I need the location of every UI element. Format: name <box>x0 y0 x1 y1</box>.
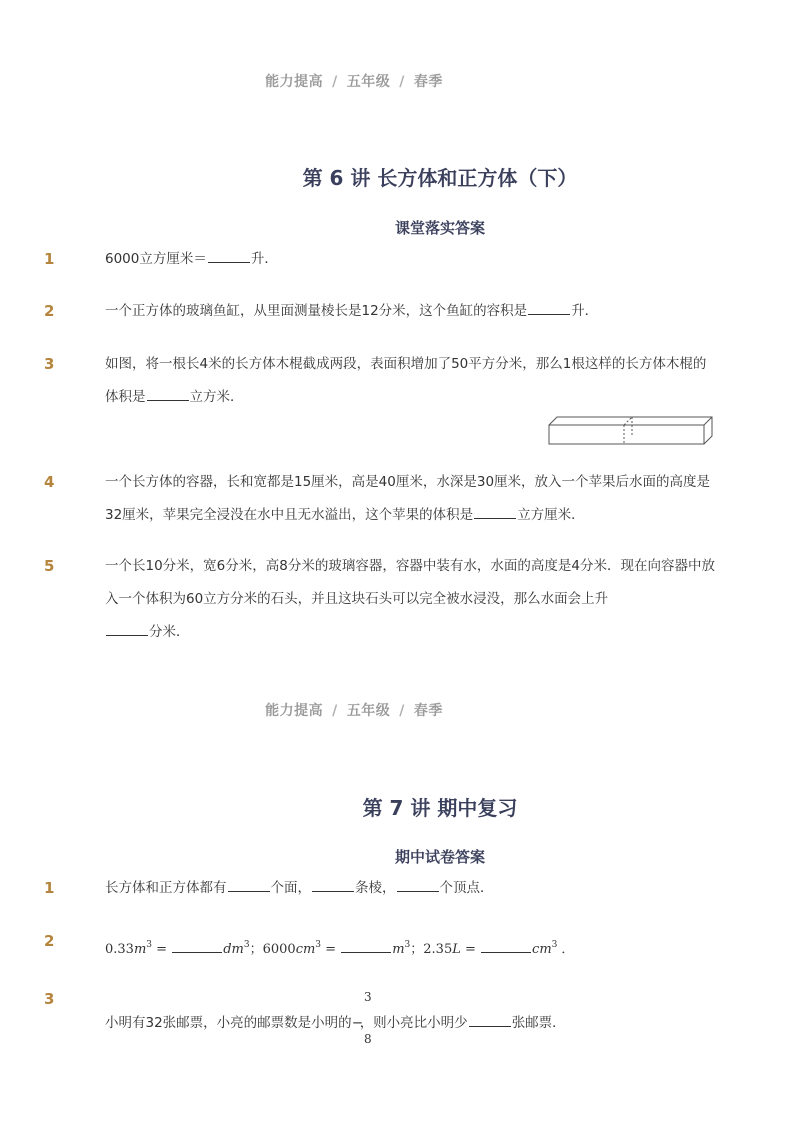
section-title: 课堂落实答案 <box>394 219 485 237</box>
math-value: 6000 <box>262 942 296 957</box>
breadcrumb-grade: 五年级 <box>346 703 391 719</box>
math-exponent: 3 <box>146 940 153 950</box>
math-equals: = <box>460 942 481 957</box>
unit-conversion-expression <box>105 938 574 957</box>
question-part: 个顶点． <box>439 880 494 896</box>
breadcrumb-separator: / <box>399 703 405 719</box>
question-part: 个面， <box>270 880 311 896</box>
answer-blank <box>228 877 270 892</box>
question-prefix: 小明有32张邮票，小亮的邮票数是小明的 <box>105 1015 352 1031</box>
question-number: 3 <box>44 990 55 1008</box>
question-prefix: 一个长10分米，宽6分米，高8分米的玻璃容器，容器中装有水，水面的高度是4分米．现在向容器中放入一个体积为60立方分米的石头，并且这块石头可以完全被水浸没，那么水面会上升 <box>105 558 715 607</box>
question-part: 长方体和正方体都有 <box>105 880 227 896</box>
question-number: 5 <box>44 557 55 575</box>
fraction-bar: − <box>351 1015 363 1031</box>
math-unit: cm <box>295 942 316 957</box>
breadcrumb-grade: 五年级 <box>346 74 391 90</box>
math-exponent: 3 <box>243 940 250 950</box>
question-number: 2 <box>44 302 55 320</box>
math-unit: dm <box>223 942 244 957</box>
stick-figure <box>545 410 715 450</box>
math-value: 0.33 <box>105 942 134 957</box>
question-suffix: 张邮票． <box>511 1015 566 1031</box>
question-text <box>105 550 717 649</box>
question-text <box>105 243 717 276</box>
math-unit: m <box>133 942 147 957</box>
section-title: 期中试卷答案 <box>394 848 485 866</box>
question-prefix: 6000立方厘米＝ <box>105 251 207 267</box>
lecture-title: 第 6 讲 长方体和正方体（下） <box>302 166 578 190</box>
fraction-denominator: 8 <box>364 1032 372 1046</box>
question-suffix: 升． <box>571 303 599 319</box>
math-unit: m <box>392 942 405 957</box>
stick-back-edges <box>549 417 712 444</box>
answer-blank <box>172 938 222 953</box>
answer-blank <box>208 248 250 263</box>
question-number: 1 <box>44 879 55 897</box>
question-text <box>105 295 717 328</box>
question-text <box>105 348 717 414</box>
breadcrumb-separator: / <box>399 74 405 90</box>
math-unit: L <box>452 942 461 957</box>
question-suffix: 立方米． <box>189 389 244 405</box>
math-unit: cm <box>532 942 552 957</box>
math-equals: = <box>152 942 172 957</box>
breadcrumb-term: 春季 <box>413 703 443 719</box>
answer-blank <box>397 877 439 892</box>
math-separator: ； <box>249 942 263 957</box>
breadcrumb <box>0 71 708 91</box>
question-prefix: 一个正方体的玻璃鱼缸，从里面测量棱长是12分米，这个鱼缸的容积是 <box>105 303 528 319</box>
question-number: 4 <box>44 473 55 491</box>
question-suffix: 升． <box>250 251 278 267</box>
breadcrumb <box>0 700 708 720</box>
math-exponent: 3 <box>315 940 322 950</box>
cut-line-top <box>624 417 632 425</box>
question-suffix: 分米． <box>149 624 190 640</box>
answer-blank <box>481 938 531 953</box>
breadcrumb-course: 能力提高 <box>265 74 324 90</box>
lecture-title: 第 7 讲 期中复习 <box>362 796 518 820</box>
breadcrumb-term: 春季 <box>413 74 443 90</box>
fraction-numerator: 3 <box>364 990 372 1004</box>
question-suffix: 立方厘米． <box>517 507 585 523</box>
question-number: 1 <box>44 250 55 268</box>
breadcrumb-course: 能力提高 <box>265 703 324 719</box>
question-text <box>105 466 717 532</box>
question-number: 3 <box>44 355 55 373</box>
question-prefix: 一个长方体的容器，长和宽都是15厘米，高是40厘米，水深是30厘米，放入一个苹果后水面的高度是32厘米，苹果完全浸没在水中且无水溢出，这个苹果的体积是 <box>105 474 711 523</box>
stick-top-right-edge <box>704 417 712 425</box>
math-exponent: 3 <box>404 940 411 950</box>
breadcrumb-separator: / <box>332 74 338 90</box>
math-equals: = <box>321 942 341 957</box>
breadcrumb-separator: / <box>332 703 338 719</box>
question-text <box>105 872 717 905</box>
stick-front-face <box>549 425 704 444</box>
question-number: 2 <box>44 932 55 950</box>
math-exponent: 3 <box>551 940 558 950</box>
answer-blank <box>147 386 189 401</box>
answer-blank <box>469 1012 511 1027</box>
math-separator: ； <box>410 942 424 957</box>
answer-blank <box>312 877 354 892</box>
answer-blank <box>474 504 516 519</box>
answer-blank <box>528 300 570 315</box>
question-middle: ，则小亮比小明少 <box>359 1015 468 1031</box>
question-part: 条棱， <box>355 880 396 896</box>
question-text <box>105 1007 717 1040</box>
math-end: ． <box>561 942 575 957</box>
answer-blank <box>106 621 148 636</box>
math-value: 2.35 <box>423 942 453 957</box>
answer-blank <box>341 938 391 953</box>
question-prefix: 如图，将一根长4米的长方体木棍截成两段，表面积增加了50平方分米，那么1根这样的长方体木棍的体积是 <box>105 356 707 405</box>
